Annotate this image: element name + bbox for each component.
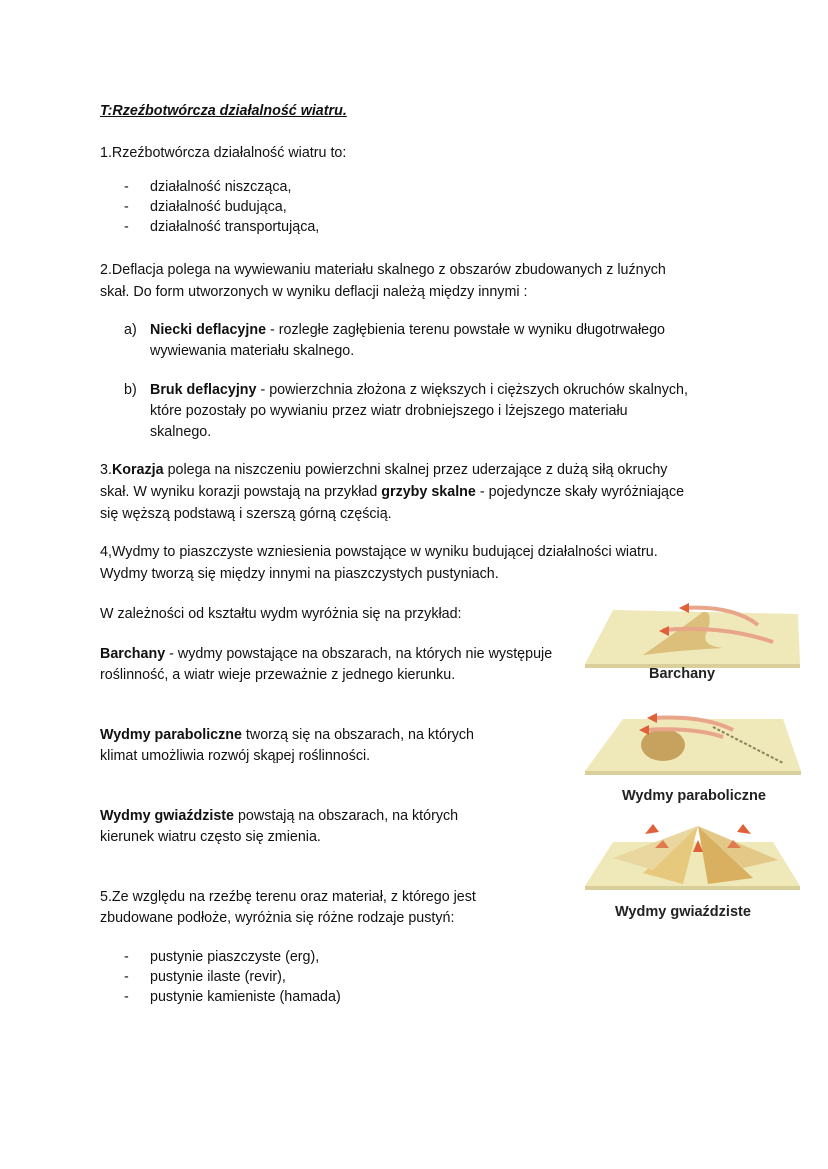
p2-line: 2.Deflacja polega na wywiewaniu materiału skalnego z obszarów zbudowanych z luźnych bbox=[100, 262, 666, 278]
barchany-line bbox=[100, 644, 552, 664]
text: - powierzchnia złożona z większych i cięższych okruchów skalnych, bbox=[256, 382, 688, 398]
bullet: - bbox=[124, 219, 129, 235]
text: - rozległe zagłębienia terenu powstałe w wyniku długotrwałego bbox=[266, 322, 665, 338]
text: 3. bbox=[100, 462, 112, 478]
barchany-line: roślinność, a wiatr wieje przeważnie z jednego kierunku. bbox=[100, 667, 456, 683]
p2b-line: które pozostały po wywianiu przez wiatr drobniejszego i lżejszego materiału bbox=[150, 403, 628, 419]
p3-line bbox=[100, 482, 684, 502]
p4-line: 4,Wydmy to piaszczyste wzniesienia powstające w wyniku budującej działalności wiatru. bbox=[100, 544, 658, 560]
paraboliczne-illustration bbox=[583, 705, 803, 777]
term: Bruk deflacyjny bbox=[150, 382, 257, 398]
types-intro: W zależności od kształtu wydm wyróżnia się na przykład: bbox=[100, 606, 462, 622]
bullet: - bbox=[124, 199, 129, 215]
term: grzyby skalne bbox=[381, 484, 476, 500]
list-marker: b) bbox=[124, 382, 137, 398]
list-item: działalność niszcząca, bbox=[150, 179, 292, 195]
bullet: - bbox=[124, 969, 129, 985]
list-item: działalność budująca, bbox=[150, 199, 287, 215]
gwiazdziste-line: kierunek wiatru często się zmienia. bbox=[100, 829, 321, 845]
p2b-line: skalnego. bbox=[150, 424, 212, 440]
term: Wydmy gwiaździste bbox=[100, 808, 234, 824]
gwiazdziste-caption: Wydmy gwiaździste bbox=[615, 904, 751, 920]
text: polega na niszczeniu powierzchni skalnej przez uderzające z dużą siłą okruchy bbox=[163, 462, 668, 478]
term: Wydmy paraboliczne bbox=[100, 727, 242, 743]
text: skał. W wyniku korazji powstają na przykład bbox=[100, 484, 382, 500]
term: Barchany bbox=[100, 646, 166, 662]
p2-line: skał. Do form utworzonych w wyniku deflacji należą między innymi : bbox=[100, 284, 528, 300]
gwiazdziste-illustration bbox=[583, 818, 803, 892]
text: tworzą się na obszarach, na których bbox=[241, 727, 474, 743]
list-item: pustynie piaszczyste (erg), bbox=[150, 949, 320, 965]
term: Korazja bbox=[111, 462, 164, 478]
text: powstają na obszarach, na których bbox=[234, 808, 459, 824]
list-marker: a) bbox=[124, 322, 137, 338]
text: - wydmy powstające na obszarach, na których nie występuje bbox=[165, 646, 553, 662]
p2a-line bbox=[150, 320, 665, 340]
bullet: - bbox=[124, 989, 129, 1005]
paraboliczne-line: klimat umożliwia rozwój skąpej roślinności. bbox=[100, 748, 371, 764]
p5-line: zbudowane podłoże, wyróżnia się różne rodzaje pustyń: bbox=[100, 910, 455, 926]
p4-line: Wydmy tworzą się między innymi na piaszczystych pustyniach. bbox=[100, 566, 499, 582]
p2a-line: wywiewania materiału skalnego. bbox=[150, 343, 355, 359]
text: - pojedyncze skały wyróżniające bbox=[475, 484, 685, 500]
document-title: T:Rzeźbotwórcza działalność wiatru. bbox=[100, 103, 347, 119]
p3-line: się węższą podstawą i szerszą górną częścią. bbox=[100, 506, 392, 522]
term: Niecki deflacyjne bbox=[150, 322, 267, 338]
p3-line bbox=[100, 460, 667, 480]
bullet: - bbox=[124, 179, 129, 195]
list-item: działalność transportująca, bbox=[150, 219, 320, 235]
barchany-illustration bbox=[583, 600, 803, 670]
list-item: pustynie ilaste (revir), bbox=[150, 969, 286, 985]
paraboliczne-line bbox=[100, 725, 474, 745]
paraboliczne-caption: Wydmy paraboliczne bbox=[622, 788, 766, 804]
p5-line: 5.Ze względu na rzeźbę terenu oraz materiał, z którego jest bbox=[100, 889, 476, 905]
gwiazdziste-line bbox=[100, 806, 458, 826]
p1-intro: 1.Rzeźbotwórcza działalność wiatru to: bbox=[100, 145, 347, 161]
bullet: - bbox=[124, 949, 129, 965]
p2b-line bbox=[150, 380, 688, 400]
barchany-caption: Barchany bbox=[649, 666, 716, 682]
list-item: pustynie kamieniste (hamada) bbox=[150, 989, 341, 1005]
